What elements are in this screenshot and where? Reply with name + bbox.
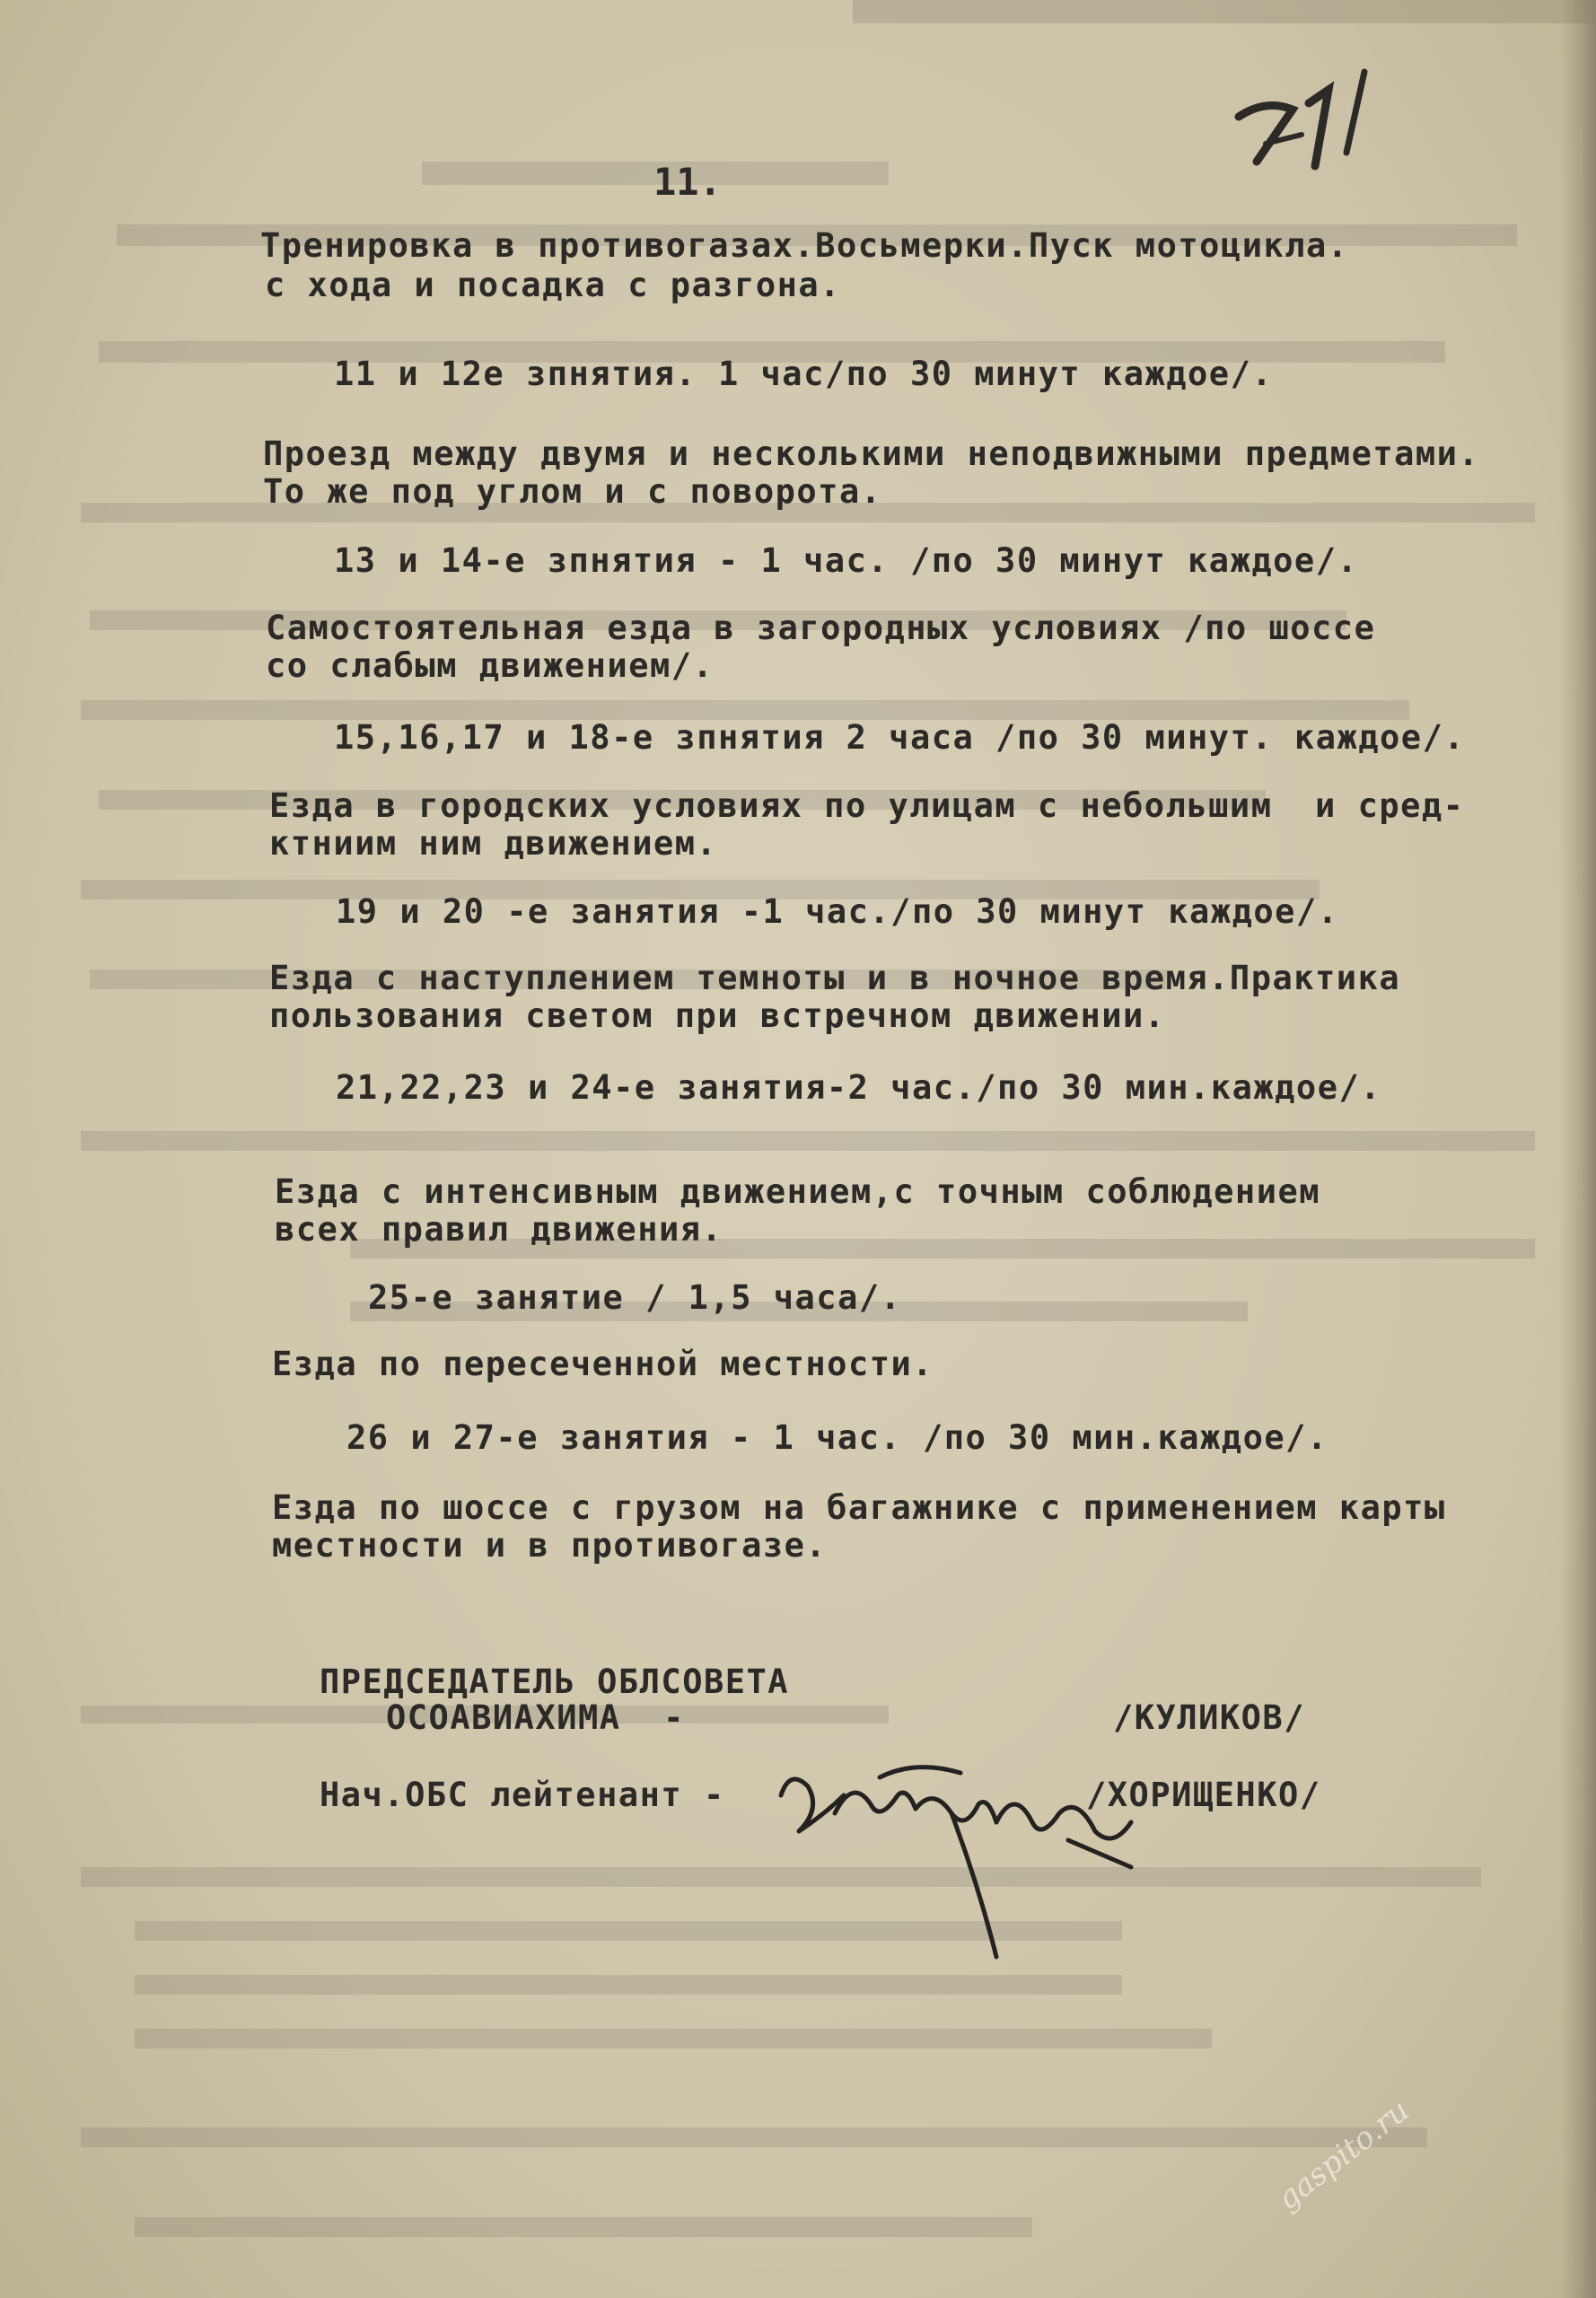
text-line: 19 и 20 -е занятия -1 час./по 30 минут каждое/. <box>336 892 1339 931</box>
text-line: Тренировка в противогазах.Восьмерки.Пуск мотоцикла. <box>260 226 1349 265</box>
text-line: 25-е занятие / 1,5 часа/. <box>368 1278 902 1317</box>
text-line: То же под углом и с поворота. <box>263 472 882 511</box>
text-line: всех правил движения. <box>275 1210 723 1249</box>
text-line: Проезд между двумя и несколькими неподвижными предметами. <box>263 434 1480 473</box>
scan-edge-top <box>853 0 1596 23</box>
head-title: Нач.ОБС лейтенант - <box>320 1776 725 1814</box>
text-line: Езда по шоссе с грузом на багажнике с применением карты <box>272 1488 1446 1527</box>
head-name: /ХОРИЩЕНКО/ <box>1086 1776 1321 1814</box>
chair-title-org: ОСОАВИАХИМА - <box>386 1698 685 1737</box>
text-line: 15,16,17 и 18-е зпнятия 2 часа /по 30 минут. каждое/. <box>334 718 1466 757</box>
folio-number <box>1230 54 1400 189</box>
page-number: 11. <box>653 160 722 204</box>
chair-title: ПРЕДСЕДАТЕЛЬ ОБЛСОВЕТА <box>320 1662 790 1701</box>
handwritten-signature <box>772 1759 1149 1966</box>
text-line: пользования светом при встречном движении. <box>269 996 1166 1035</box>
text-line: Самостоятельная езда в загородных условиях /по шоссе <box>266 609 1376 647</box>
text-line: с хода и посадка с разгона. <box>265 266 841 304</box>
text-line: Езда с интенсивным движением,с точным соблюдением <box>275 1172 1321 1211</box>
text-line: Езда в городских условиях по улицам с небольшим и сред- <box>269 786 1465 825</box>
chair-name: /КУЛИКОВ/ <box>1113 1698 1305 1737</box>
text-line: Езда с наступлением темноты и в ночное время.Практика <box>269 959 1401 997</box>
text-line: 13 и 14-е зпнятия - 1 час. /по 30 минут каждое/. <box>334 541 1359 580</box>
text-line: местности и в противогазе. <box>272 1526 828 1565</box>
watermark: gaspito.ru <box>1270 2092 1416 2217</box>
text-line: со слабым движением/. <box>266 646 715 685</box>
text-line: ктниим ним движением. <box>269 824 718 863</box>
text-line: 21,22,23 и 24-е занятия-2 час./по 30 мин.каждое/. <box>336 1068 1382 1107</box>
scan-edge-right <box>1560 0 1596 2298</box>
text-line: 26 и 27-е занятия - 1 час. /по 30 мин.каждое/. <box>346 1418 1329 1457</box>
text-line: 11 и 12е зпнятия. 1 час/по 30 минут каждое/. <box>334 355 1274 393</box>
text-line: Езда по пересеченной местности. <box>272 1345 934 1383</box>
